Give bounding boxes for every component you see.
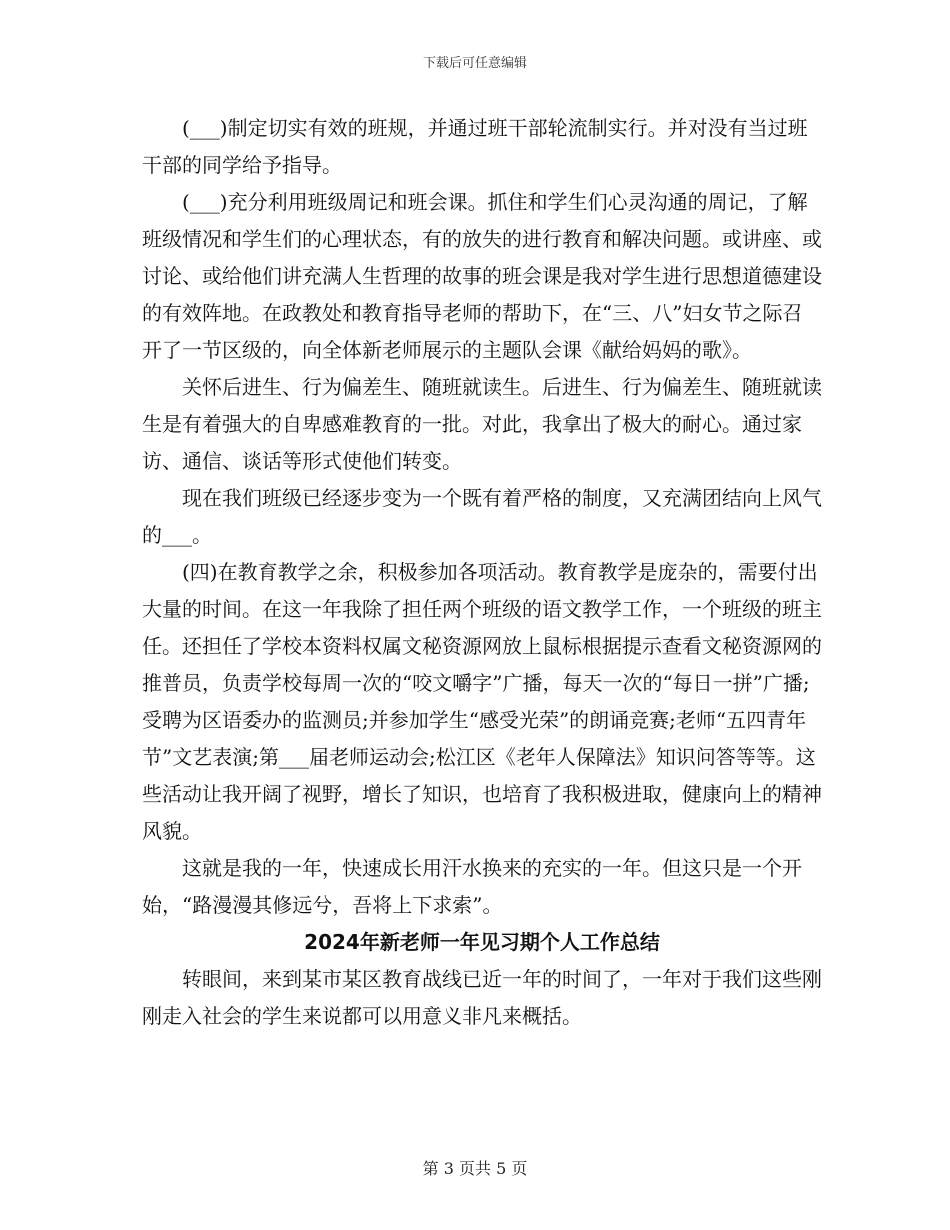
paragraph: (四)在教育教学之余，积极参加各项活动。教育教学是庞杂的，需要付出大量的时间。在这一年我除了担任两个班级的语文教学工作，一个班级的班主任。还担任了学校本资料权属文秘资源网放上鼠标根据提示查看文秘资源网的推普员，负责学校每周一次的“咬文嚼字”广播，每天一次的“每日一拼”广播;受聘为区语委办的监测员;并参加学生“感受光荣”的朗诵竞赛;老师“五四青年节”文艺表演;第___届老师运动会;松江区《老年人保障法》知识问答等等。这些活动让我开阔了视野，增长了知识，也培育了我积极进取，健康向上的精神风貌。 xyxy=(142,560,822,843)
paragraph: 关怀后进生、行为偏差生、随班就读生。后进生、行为偏差生、随班就读生是有着强大的自卑感难教育的一批。对此，我拿出了极大的耐心。通过家访、通信、谈话等形式使他们转变。 xyxy=(142,375,822,473)
paragraph: 这就是我的一年，快速成长用汗水换来的充实的一年。但这只是一个开始，“路漫漫其修远兮，吾将上下求索”。 xyxy=(142,856,802,917)
paragraph: (___)制定切实有效的班规，并通过班干部轮流制实行。并对没有当过班干部的同学给予指导。 xyxy=(142,116,808,177)
document-body xyxy=(142,110,822,1035)
paragraph: 转眼间，来到某市某区教育战线已近一年的时间了，一年对于我们这些刚刚走入社会的学生来说都可以用意义非凡来概括。 xyxy=(142,967,822,1028)
paragraph: (___)充分利用班级周记和班会课。抓住和学生们心灵沟通的周记，了解班级情况和学生们的心理状态，有的放失的进行教育和解决问题。或讲座、或讨论、或给他们讲充满人生哲理的故事的班会课是我对学生进行思想道德建设的有效阵地。在政教处和教育指导老师的帮助下，在“三、八”妇女节之际召开了一节区级的，向全体新老师展示的主题队会课《献给妈妈的歌》。 xyxy=(142,190,822,362)
page-header: 下载后可任意编辑 xyxy=(422,56,527,71)
paragraph: 现在我们班级已经逐步变为一个既有着严格的制度，又充满团结向上风气的___。 xyxy=(142,486,822,547)
section-title: 2024年新老师一年见习期个人工作总结 xyxy=(304,930,660,954)
page-number: 第 3 页共 5 页 xyxy=(422,1159,528,1178)
